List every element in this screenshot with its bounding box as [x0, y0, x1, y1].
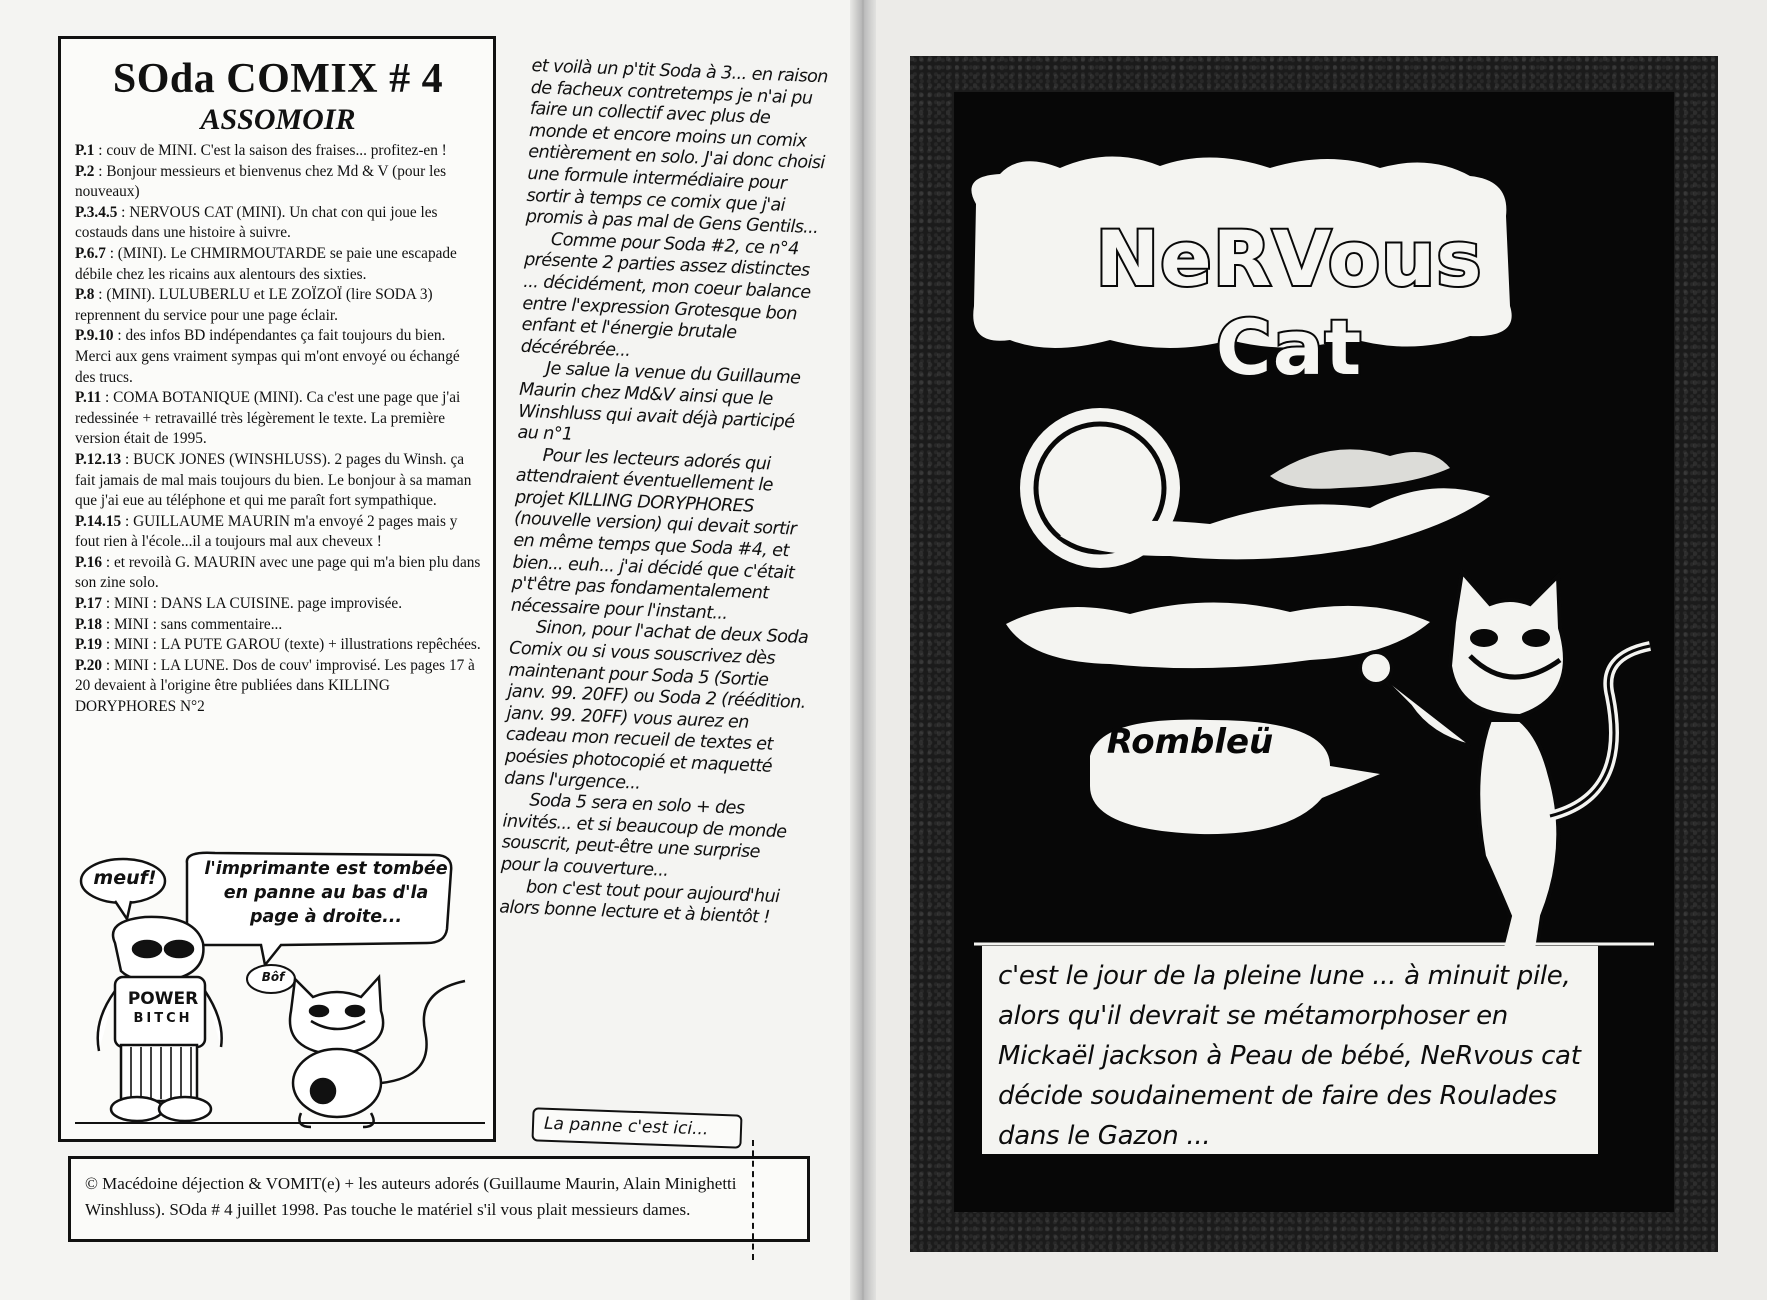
cover-caption: c'est le jour de la pleine lune ... à minuit pile, alors qu'il devrait se métamorphoser en Mickaël jackson à Peau de bébé, NeRvous cat décide soudainement de faire des Roulades dans le Gazon ...	[982, 946, 1598, 1154]
letter-paragraph: Soda 5 sera en solo + des invités... et si beaucoup de monde souscrit, peut-être une surprise pour la couverture...	[500, 790, 787, 881]
entry-page-number: P.2	[75, 162, 95, 180]
entry-description: : BUCK JONES (WINSHLUSS). 2 pages du Winsh. ça fait jamais de mal mais toujours du bien. Le bonjour à sa maman que j'ai eue au téléphone et qui me paraît fort sympathique.	[75, 450, 472, 510]
zine-title: SOda COMIX # 4	[112, 56, 444, 102]
entry-description: : des infos BD indépendantes ça fait toujours du bien. Merci aux gens vraiment sympas qui m'ont envoyé ou échangé des trucs.	[75, 327, 460, 386]
shirt-text-bitch: BITCH	[133, 1011, 193, 1026]
contents-entry	[75, 244, 481, 285]
entry-page-number: P.9.10	[75, 327, 114, 345]
cover-title: NeRVous Cat	[1095, 214, 1483, 392]
letter-paragraph: Je salue la venue du Guillaume Maurin chez Md&V ainsi que le Winshluss qui avait déjà participé au n°1	[517, 359, 801, 445]
bof-text: Bôf	[261, 970, 285, 984]
entry-description: : MINI : DANS LA CUISINE. page improvisée.	[102, 595, 403, 613]
cat-character	[290, 977, 465, 1127]
contents-list	[75, 141, 481, 718]
entry-description: : MINI : sans commentaire...	[102, 615, 283, 633]
meuf-text: meuf!	[93, 867, 157, 889]
contents-entry	[75, 162, 481, 203]
letter-paragraph: bon c'est tout pour aujourd'hui alors bonne lecture et à bientôt !	[498, 876, 780, 928]
letter-paragraph: et voilà un p'tit Soda à 3... en raison de facheux contretemps je n'ai pu faire un collectif avec plus de monde et encore moins un comix entièrement en solo. J'ai donc choisi une formule intermédiaire pour sortir à temps ce comix que j'ai promis à pas mal de Gens Gentils...	[525, 56, 829, 239]
entry-page-number: P.12.13	[75, 450, 122, 468]
contents-entry	[75, 141, 481, 162]
letter-paragraph: Pour les lecteurs adorés qui attendraient éventuellement le projet KILLING DORYPHORES (nouvelle version) qui devait sortir en même temps que Soda #4, et bien... euh... j'ai décidé que c'était p't'être pas fondamentalement nécessaire pour l'instant...	[510, 445, 797, 624]
contents-entry	[75, 326, 481, 388]
entry-description: : NERVOUS CAT (MINI). Un chat con qui joue les costauds dans une histoire à suivre.	[75, 203, 438, 242]
entry-page-number: P.11	[75, 389, 102, 407]
entry-description: : MINI : LA LUNE. Dos de couv' improvisé. Les pages 17 à 20 devaient à l'origine être publiées dans KILLING DORYPHORES N°2	[75, 656, 475, 716]
contents-entry	[75, 450, 481, 512]
handwritten-letter	[491, 56, 831, 1127]
contents-entry	[75, 635, 481, 656]
entry-page-number: P.6.7	[75, 244, 106, 262]
entry-description: : GUILLAUME MAURIN m'a envoyé 2 pages mais y fout rien à l'école...il a toujours mal aux cheveux !	[75, 512, 458, 551]
issue-subtitle: ASSOMOIR	[200, 103, 356, 136]
entry-description: : MINI : LA PUTE GAROU (texte) + illustrations repêchées.	[102, 636, 481, 654]
letter-paragraph: Sinon, pour l'achat de deux Soda Comix ou si vous souscrivez dès maintenant pour Soda 5 (Sortie janv. 99. 20FF) ou Soda 2 (réédition. janv. 99. 20FF) vous aurez en cadeau mon recueil de textes et poésies photocopié et maquetté dans l'urgence...	[503, 618, 809, 794]
shirt-text-power: POWER	[127, 989, 199, 1009]
contents-entry	[75, 203, 481, 244]
entry-page-number: P.20	[75, 656, 103, 674]
entry-description: : COMA BOTANIQUE (MINI). Ca c'est une page que j'ai redessinée + retravaillé très légèrement le texte. La première version était de 1995.	[75, 389, 461, 448]
entry-description: : et revoilà G. MAURIN avec une page qui m'a bien plu dans son zine solo.	[75, 553, 481, 592]
entry-page-number: P.1	[75, 142, 95, 159]
entry-description: : (MINI). Le CHMIRMOUTARDE se paie une escapade débile chez les ricains aux alentours des sixties.	[75, 244, 457, 283]
credits-box: © Macédoine déjection & VOMIT(e) + les auteurs adorés (Guillaume Maurin, Alain Minighetti Winshluss). SOda # 4 juillet 1998. Pas touche le matériel s'il vous plait messieurs dames.	[68, 1156, 810, 1242]
entry-description: : (MINI). LULUBERLU et LE ZOÏZOÏ (lire SODA 3) reprennent du service pour une page éclair.	[75, 286, 433, 324]
speech-text: Rombleü	[1106, 722, 1274, 762]
entry-page-number: P.19	[75, 636, 103, 654]
contents-entry	[75, 594, 481, 615]
entry-page-number: P.14.15	[75, 512, 122, 530]
entry-page-number: P.8	[75, 286, 95, 304]
entry-description: : couv de MINI. C'est la saison des fraises... profitez-en !	[94, 142, 447, 159]
contents-entry	[75, 388, 481, 450]
contents-entry	[75, 285, 481, 326]
entry-page-number: P.18	[75, 615, 103, 633]
contents-entry	[75, 553, 481, 594]
printer-text: l'imprimante est tombée en panne au bas d'la page à droite...	[204, 859, 448, 927]
book-gutter	[850, 0, 876, 1300]
contents-entry	[75, 512, 481, 553]
entry-page-number: P.17	[75, 595, 103, 613]
entry-description: : Bonjour messieurs et bienvenus chez Md & V (pour les nouveaux)	[75, 162, 447, 201]
contents-entry	[75, 615, 481, 636]
letter-paragraph: Comme pour Soda #2, ce n°4 présente 2 parties assez distinctes ... décidément, mon coeur balance entre l'expression Grotesque bon enfant et l'énergie brutale décérébrée...	[520, 229, 811, 361]
dashed-arrow	[752, 1140, 756, 1260]
contents-entry	[75, 656, 481, 718]
contents-box	[58, 36, 496, 1142]
entry-page-number: P.16	[75, 553, 103, 571]
panne-note: La panne c'est ici...	[531, 1107, 742, 1148]
entry-page-number: P.3.4.5	[75, 203, 118, 221]
